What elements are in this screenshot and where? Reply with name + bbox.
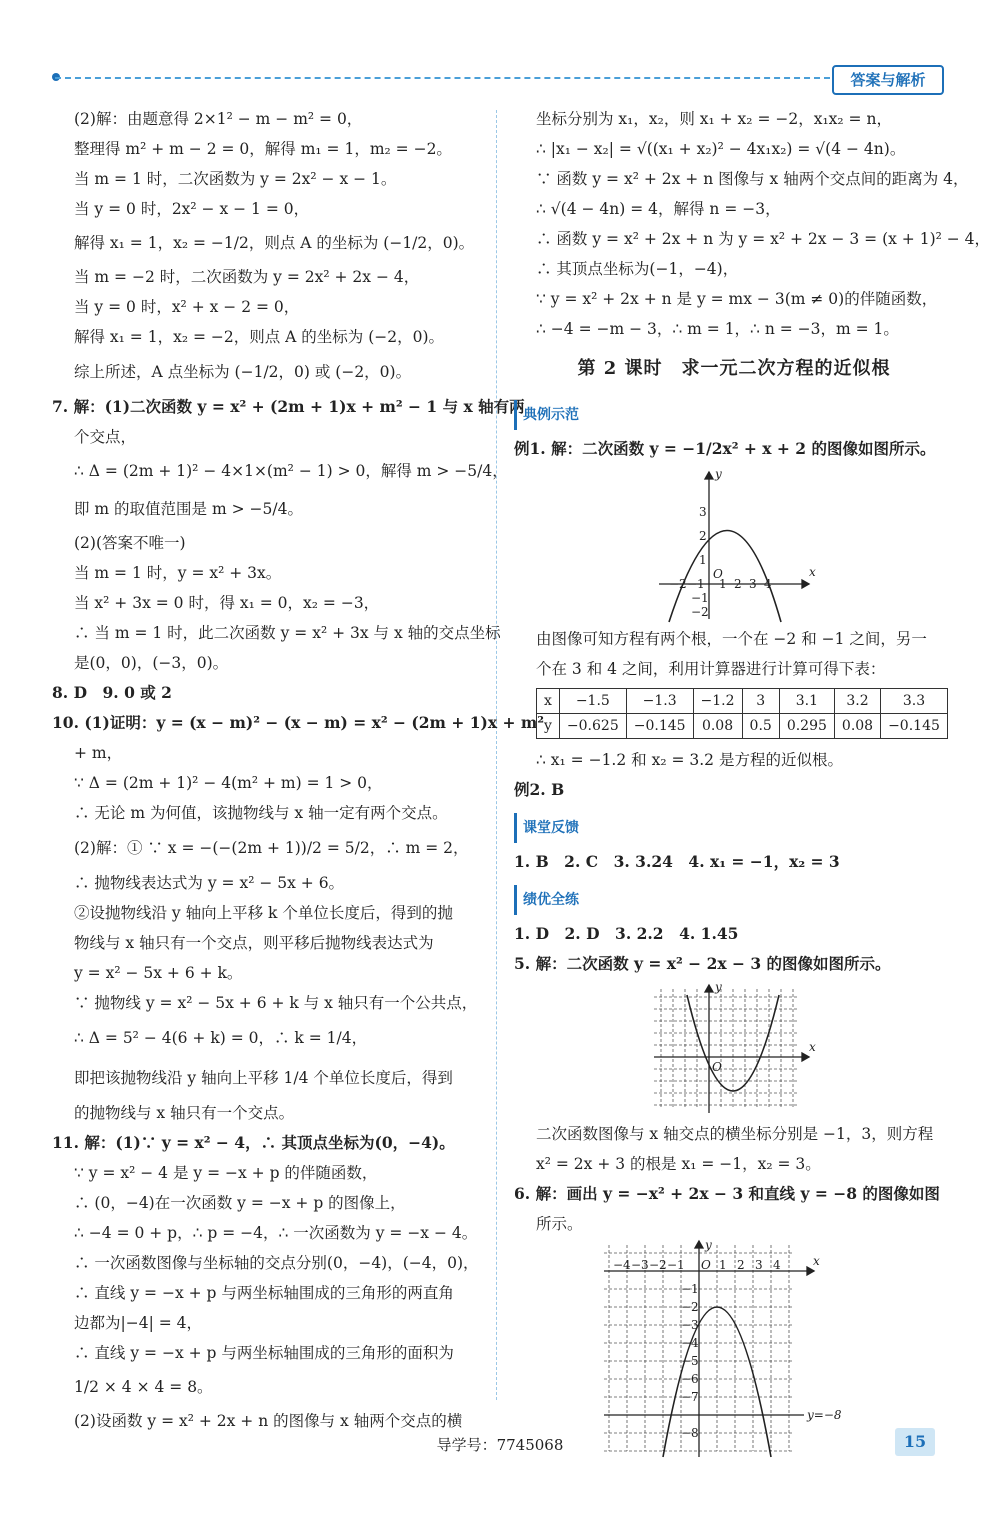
text-line: ∴ 无论 m 为何值，该抛物线与 x 轴一定有两个交点。 [74, 804, 448, 822]
tick-label: 2 [737, 1258, 745, 1272]
page-number: 15 [895, 1428, 935, 1456]
tick-label: −3 [681, 1318, 699, 1332]
text-line: 1/2 × 4 × 4 = 8。 [74, 1378, 213, 1396]
table-cell: 3.3 [881, 689, 948, 714]
tick-label: −2 [691, 605, 709, 619]
tick-label: −1 [691, 591, 709, 605]
text-line: 即把该抛物线沿 y 轴向上平移 1/4 个单位长度后，得到 [74, 1069, 453, 1087]
tick-label: 4 [773, 1258, 781, 1272]
text-line: 二次函数图像与 x 轴交点的横坐标分别是 −1，3，则方程 [536, 1125, 934, 1143]
tick-label: −4 [613, 1258, 631, 1272]
text-line: (2)解：① ∵ x = −(−(2m + 1))/2 = 5/2，∴ m = 2， [74, 839, 469, 857]
tick-label: −6 [681, 1372, 699, 1386]
question-6-head: 6. 解：画出 y = −x² + 2x − 3 和直线 y = −8 的图像如图 [514, 1184, 940, 1203]
text-line: 当 y = 0 时，x² + x − 2 = 0， [74, 298, 300, 316]
tick-label: 4 [764, 577, 772, 591]
text-line: ∴ 直线 y = −x + p 与两坐标轴围成的三角形的两直角 [74, 1284, 454, 1302]
tick-label: 1 [719, 1258, 727, 1272]
text-line: 个在 3 和 4 之间，利用计算器进行计算可得下表： [536, 660, 886, 678]
x-axis-label: x [809, 1040, 816, 1054]
table-cell: 0.295 [779, 714, 834, 739]
table-cell: −0.145 [881, 714, 948, 739]
table-row [537, 689, 948, 714]
text-line: ∴ x₁ = −1.2 和 x₂ = 3.2 是方程的近似根。 [536, 751, 843, 769]
tick-label: −4 [681, 1336, 699, 1350]
text-line: (2)解：由题意得 2×1² − m − m² = 0， [74, 110, 363, 128]
text-line: 坐标分别为 x₁，x₂，则 x₁ + x₂ = −2，x₁x₂ = n， [536, 110, 892, 128]
text-line: 解得 x₁ = 1，x₂ = −1/2，则点 A 的坐标为 (−1/2，0)。 [74, 234, 475, 252]
tick-label: 3 [749, 577, 757, 591]
table-row [537, 714, 948, 739]
text-line: ∴ 当 m = 1 时，此二次函数 y = x² + 3x 与 x 轴的交点坐标 [74, 624, 501, 642]
line-label: y=−8 [807, 1408, 842, 1422]
table-header: x [537, 689, 560, 714]
table-cell: 3 [742, 689, 779, 714]
graph-question-6 [599, 1239, 869, 1459]
text-line: ∴ 直线 y = −x + p 与两坐标轴围成的三角形的面积为 [74, 1344, 454, 1362]
text-line: 整理得 m² + m − 2 = 0，解得 m₁ = 1，m₂ = −2。 [74, 140, 452, 158]
tick-label: −8 [681, 1426, 699, 1440]
text-line: ∴ 一次函数图像与坐标轴的交点分别(0，−4)，(−4，0)， [74, 1254, 479, 1272]
text-line: ∵ Δ = (2m + 1)² − 4(m² + m) = 1 > 0， [74, 774, 383, 792]
text-line: x² = 2x + 3 的根是 x₁ = −1，x₂ = 3。 [536, 1155, 821, 1173]
question-11: 11. 解：(1)∵ y = x² − 4，∴ 其顶点坐标为(0，−4)。 [52, 1133, 455, 1152]
answers-8-9: 8. D 9. 0 或 2 [52, 683, 172, 702]
text-line: (2)(答案不唯一) [74, 534, 186, 552]
text-line: 即 m 的取值范围是 m > −5/4。 [74, 500, 303, 518]
table-cell: −0.625 [559, 714, 626, 739]
text-line: + m， [74, 744, 123, 762]
table-cell: 0.08 [834, 714, 880, 739]
y-axis-label: y [715, 980, 722, 994]
table-cell: 3.1 [779, 689, 834, 714]
header-tag: 答案与解析 [832, 65, 944, 95]
table-cell: −1.2 [693, 689, 742, 714]
question-10: 10. (1)证明：y = (x − m)² − (x − m) = x² − (2m + 1)x + m² [52, 713, 545, 732]
text-line: 由图像可知方程有两个根，一个在 −2 和 −1 之间，另一 [536, 630, 927, 648]
text-line: 所示。 [536, 1215, 583, 1233]
tick-label: 3 [755, 1258, 763, 1272]
table-cell: −0.145 [626, 714, 693, 739]
origin-label: O [713, 567, 723, 581]
text-line: 的抛物线与 x 轴只有一个交点。 [74, 1104, 295, 1122]
y-axis-label: y [705, 1239, 712, 1252]
table-header: y [537, 714, 560, 739]
tick-label: 1 [719, 577, 727, 591]
approx-table [536, 688, 948, 739]
tick-label: −3 [631, 1258, 649, 1272]
tick-label: −5 [681, 1354, 699, 1368]
text-line: ∴ −4 = 0 + p，∴ p = −4，∴ 一次函数为 y = −x − 4。 [74, 1224, 478, 1242]
text-line: ∵ 抛物线 y = x² − 5x + 6 + k 与 x 轴只有一个公共点， [74, 994, 478, 1012]
y-axis-label: y [715, 467, 722, 481]
text-line: 物线与 x 轴只有一个交点，则平移后抛物线表达式为 [74, 934, 434, 952]
footer-code: 导学号：7745068 [436, 1436, 564, 1454]
tick-label: 2 [734, 577, 742, 591]
tick-label: −1 [667, 1258, 685, 1272]
text-line: ∴ |x₁ − x₂| = √((x₁ + x₂)² − 4x₁x₂) = √(4 − 4n)。 [536, 140, 906, 158]
table-cell: −1.3 [626, 689, 693, 714]
origin-label: O [712, 1060, 722, 1074]
text-line: 当 m = −2 时，二次函数为 y = 2x² + 2x − 4， [74, 268, 420, 286]
x-axis-label: x [809, 565, 816, 579]
text-line: ∴ (0，−4)在一次函数 y = −x + p 的图像上， [74, 1194, 406, 1212]
text-line: ∴ √(4 − 4n) = 4，解得 n = −3， [536, 200, 781, 218]
text-line: 是(0，0)，(−3，0)。 [74, 654, 229, 672]
graph-example-1 [649, 464, 819, 624]
text-line: ∴ Δ = 5² − 4(6 + k) = 0，∴ k = 1/4， [74, 1029, 368, 1047]
text-line: 当 x² + 3x = 0 时，得 x₁ = 0，x₂ = −3， [74, 594, 380, 612]
column-divider [496, 110, 497, 1400]
text-line: ∵ y = x² − 4 是 y = −x + p 的伴随函数， [74, 1164, 378, 1182]
header-rule [55, 77, 830, 79]
text-line: 边都为|−4| = 4， [74, 1314, 202, 1332]
example-1-head: 例1. 解：二次函数 y = −1/2x² + x + 2 的图像如图所示。 [514, 439, 936, 458]
tag-examples: 典例示范 [514, 400, 579, 430]
text-line: ∵ y = x² + 2x + n 是 y = mx − 3(m ≠ 0)的伴随函数， [536, 290, 938, 308]
table-cell: 0.08 [693, 714, 742, 739]
text-line: ②设抛物线沿 y 轴向上平移 k 个单位长度后，得到的抛 [74, 904, 453, 922]
tick-label: −2 [669, 577, 687, 591]
tick-label: −7 [681, 1390, 699, 1404]
tick-label: −1 [681, 1282, 699, 1296]
tick-label: 2 [699, 529, 707, 543]
x-axis-label: x [813, 1254, 820, 1268]
tag-feedback: 课堂反馈 [514, 813, 579, 843]
tick-label: −1 [687, 577, 705, 591]
table-cell: −1.5 [559, 689, 626, 714]
right-column [514, 104, 991, 1459]
question-7: 7. 解：(1)二次函数 y = x² + (2m + 1)x + m² − 1 与 x 轴有两 [52, 397, 525, 416]
tag-drill: 绩优全练 [514, 885, 579, 915]
example-2: 例2. B [514, 780, 565, 799]
text-line: 当 m = 1 时，y = x² + 3x。 [74, 564, 282, 582]
feedback-answers: 1. B 2. C 3. 3.24 4. x₁ = −1，x₂ = 3 [514, 852, 840, 871]
text-line: 解得 x₁ = 1，x₂ = −2，则点 A 的坐标为 (−2，0)。 [74, 328, 445, 346]
text-line: ∴ 函数 y = x² + 2x + n 为 y = x² + 2x − 3 = (x + 1)² − 4， [536, 230, 991, 248]
section-title: 第 2 课时 求一元二次方程的近似根 [577, 358, 891, 379]
question-5-head: 5. 解：二次函数 y = x² − 2x − 3 的图像如图所示。 [514, 954, 891, 973]
text-line: ∴ Δ = (2m + 1)² − 4×1×(m² − 1) > 0，解得 m > −5/4， [74, 462, 508, 480]
text-line: ∴ 其顶点坐标为(−1，−4)， [536, 260, 739, 278]
tick-label: 3 [699, 505, 707, 519]
text-line: y = x² − 5x + 6 + k。 [74, 964, 243, 982]
tick-label: −2 [681, 1300, 699, 1314]
text-line: 当 m = 1 时，二次函数为 y = 2x² − x − 1。 [74, 170, 397, 188]
text-line: 当 y = 0 时，2x² − x − 1 = 0， [74, 200, 310, 218]
drill-answers: 1. D 2. D 3. 2.2 4. 1.45 [514, 924, 739, 943]
text-line: ∴ 抛物线表达式为 y = x² − 5x + 6。 [74, 874, 345, 892]
origin-label: O [701, 1258, 711, 1272]
table-cell: 0.5 [742, 714, 779, 739]
text-line: ∵ 函数 y = x² + 2x + n 图像与 x 轴两个交点间的距离为 4， [536, 170, 969, 188]
graph-question-5 [649, 979, 819, 1119]
table-cell: 3.2 [834, 689, 880, 714]
tick-label: 1 [699, 553, 707, 567]
text-line: (2)设函数 y = x² + 2x + n 的图像与 x 轴两个交点的横 [74, 1412, 463, 1430]
text-line: 综上所述，A 点坐标为 (−1/2，0) 或 (−2，0)。 [74, 363, 412, 381]
tick-label: −2 [649, 1258, 667, 1272]
text-line: 个交点， [74, 428, 137, 446]
text-line: ∴ −4 = −m − 3，∴ m = 1，∴ n = −3，m = 1。 [536, 320, 899, 338]
